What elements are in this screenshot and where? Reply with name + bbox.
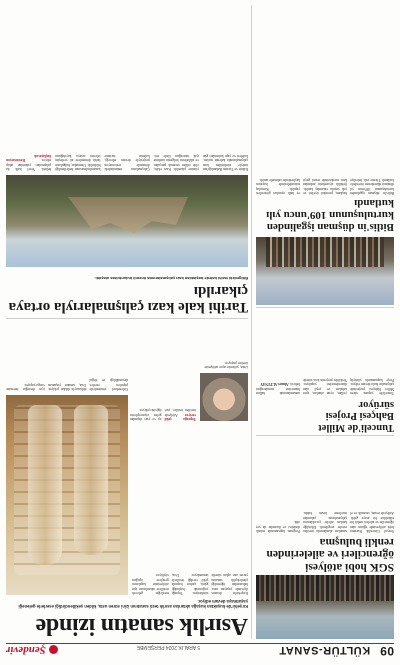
masthead — [6, 643, 394, 661]
main-subhead: Toprağa şekil veriyor — [164, 412, 196, 421]
main-body-mid — [130, 361, 196, 421]
bitlis-body: Bitlis'in düşman işgalinden kurtuluşunun 109'uncu yıl dönümü düzenlenen törenlerle kutlandı. Törene vali, belediye başkanı, protokol üyeleri ve çok sayıda vatandaş katıldı. Şehitlik ziyaretinin ardından kent merkezinde resmi geçit ve halk oyunları gösterileri yapıldı. Kurtuluş mücadelesinde hayatını kaybedenler rahmetle anıldı. — [256, 177, 394, 195]
article-divider — [256, 435, 394, 436]
logo-text: Şendevir — [6, 644, 46, 656]
logo-mark-icon — [49, 646, 58, 655]
kazi-headline: Tarihi kale kazı çalışmalarıyla ortaya çıkarıldı — [8, 283, 248, 315]
kazi-text: Kültür ve Turizm Bakanlığı'nın izniyle sürdürülen kazı çalışmalarında kalenin surları, kuleleri ve yapı kalıntıları gün yüzüne çıkarıldı. Kazı ekibi, elde edilen seramik parçaları ve sikkelerin bölgenin tarihine ışık tutacağını ifade etti. Çalışmaların önümüzdeki dönemde restorasyon projesiyle devam edeceği, kalenin turizme kazandırılmasının hedeflendiği bildirildi. Uzmanlar, bulguların farklı dönemlere ait yerleşim izlerini ortaya koyduğunu belirtti. Yerel halk da çalışmaları yakından takip ediyor. — [6, 153, 248, 171]
artisan-portrait — [200, 373, 248, 421]
excavation-photo — [6, 175, 248, 267]
column-divider — [251, 5, 252, 639]
sgk-photo — [256, 575, 394, 639]
kazi-body — [6, 5, 248, 171]
photo-caption: Usta, yıllardır aynı atölyede üretim yapıyor. — [204, 360, 248, 369]
main-body-left: Kırşehir'in Avanos ilçesinde yaşayan usta, babasından öğrendiği çömlekçilik sanatını yarım asrı aşkın süredir sürdürüyor. Toprağı yoğurarak başladığı günü, çarkın başında şekil verdiği testilerle tamamlıyor. Usta, mesleğin gelecek nesillere aktarılması için atölyesinin kapılarını gençlere açtığını söylüyor. — [132, 573, 248, 595]
main-spot: Kırşehir'de kuşaktan kuşağa aktarılan asırlık testi sanatının izini süren usta, kilden şekillendirdiği eserlerle geleneği yaşatmaya devam ediyor. — [18, 599, 248, 609]
main-body-right: Geleneksel yöntemlerle pişirilen eserler, dayanıklılığı ve doğal dokusuyla dikkat çekiyor. Usta, sanatın yaşaması için desteğin önemine vurgu yapıyor. — [6, 378, 128, 391]
section-name: KÜLTÜR-SANAT — [278, 644, 371, 656]
article-divider — [6, 318, 248, 319]
pottery-photo — [6, 395, 128, 595]
page-number: 09 — [379, 644, 394, 658]
sgk-body: Sosyal Güvenlik Kurumu hobi atölyesinde eğitim alan öğrenciler ve aileleri renkli bir etkinlikte bir araya geldi. Atölyede resim, seramik ve el sanatları alanlarında üretilen eserler sergilendi. Etkinliğe katılan aileler çocuklarının çalışmalarını yakından inceleme fırsatı buldu. Program kapsamında müzik dinletisi ve ikramlar da yer aldı. — [256, 511, 394, 533]
issue-date: 5 ARALIK 2024 PERŞEMBE — [136, 644, 201, 650]
sgk-headline: SGK hobi atölyesi öğrencileri ve ailelerinden renkli buluşma — [266, 536, 394, 573]
tunceli-text: Tunceli'de yapımı süren Millet Bahçesi projesinde çalışmalar hızla devam ediyor. Proje kapsamında yürüyüş yolları, oyun alanları, spor sahaları ve yeşil alan düzenlemeleri yapılıyor. Yetkililer projenin kısa sürede tamamlanarak halkın hizmetine sunulacağını belirtti. — [256, 377, 394, 395]
kazi-spot: Bölgedeki tarihi kalede başlatılan kazı çalışmalarında önemli buluntulara ulaşıldı. — [94, 276, 248, 281]
bitlis-headline: Bitlis'in düşman işgalinden kurtuluşunun 109'uncu yılı kutlandı — [266, 197, 394, 233]
newspaper-logo — [6, 644, 58, 656]
tunceli-byline: Ahmet ALTUNAY — [260, 382, 289, 387]
main-mid-text: Atölyede üretilen testiler, yurt içi ve yurt dışından gelen ziyaretçilerin ilgisini çekiyor. — [130, 408, 196, 421]
main-headline: Asırlık sanatın izinde — [35, 613, 248, 639]
tunceli-headline: Tunceli'de Millet Bahçesi Projesi sürüyor — [318, 399, 394, 433]
tunceli-body — [256, 310, 394, 395]
kazi-subhead: Restorasyon başlayacak — [6, 153, 52, 163]
bitlis-photo — [256, 237, 394, 305]
article-divider — [256, 307, 394, 308]
section-header — [279, 644, 394, 658]
